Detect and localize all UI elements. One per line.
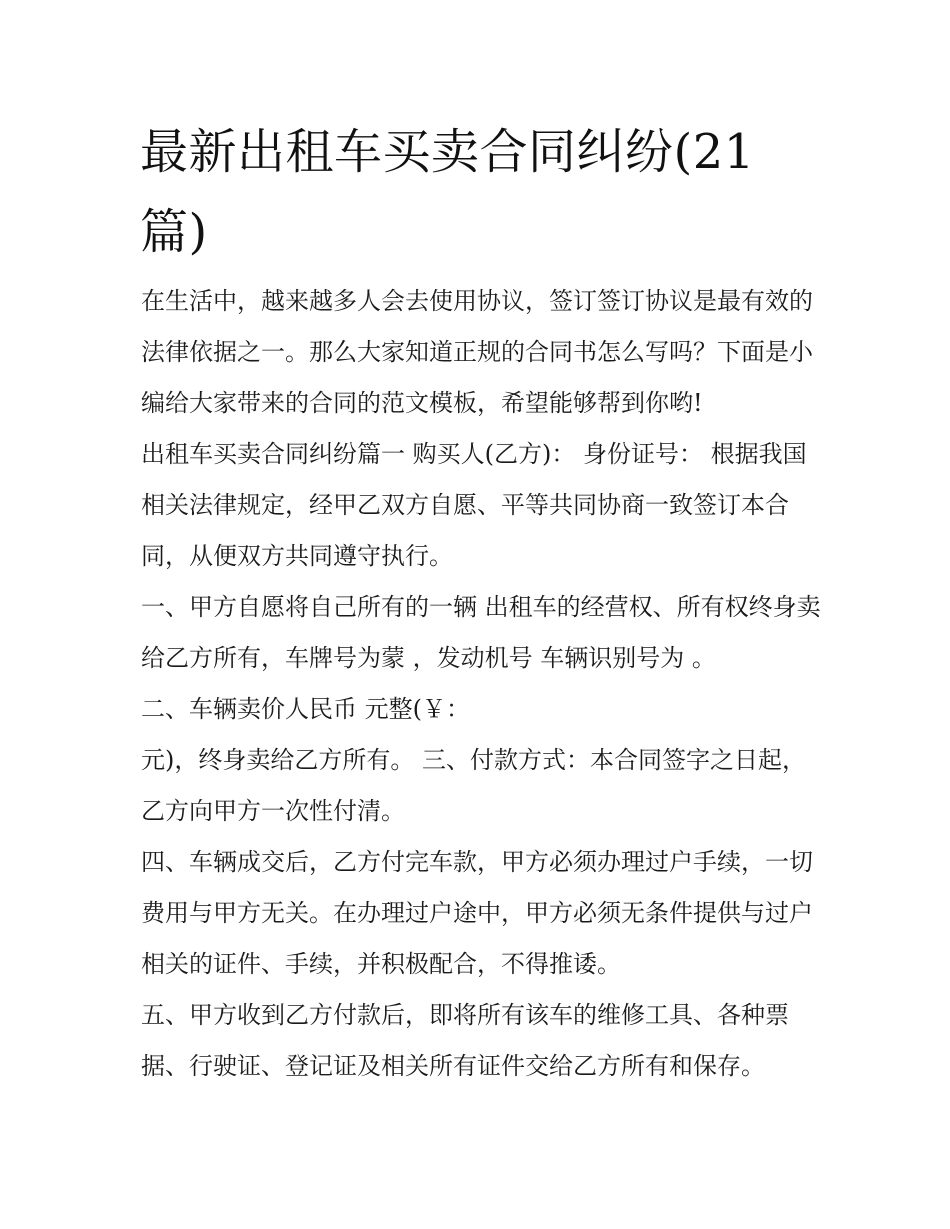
clause-2-3-paragraph: 元)，终身卖给乙方所有。 三、付款方式：本合同签字之日起，乙方向甲方一次性付清。	[141, 746, 806, 825]
contract-header-paragraph: 出租车买卖合同纠纷篇一 购买人(乙方)： 身份证号： 根据我国相关法律规定，经甲乙双方自愿、平等共同协商一致签订本合同，从便双方共同遵守执行。	[141, 440, 807, 570]
clause-4-paragraph: 四、车辆成交后，乙方付完车款，甲方必须办理过户手续，一切费用与甲方无关。在办理过户途中，甲方必须无条件提供与过户相关的证件、手续，并积极配合，不得推诿。	[141, 848, 813, 978]
document-body	[141, 276, 821, 1092]
clause-1-paragraph: 一、甲方自愿将自己所有的一辆 出租车的经营权、所有权终身卖给乙方所有，车牌号为蒙 ，发动机号 车辆识别号为 。	[141, 593, 821, 672]
clause-5-paragraph: 五、甲方收到乙方付款后，即将所有该车的维修工具、各种票据、行驶证、登记证及相关所有证件交给乙方所有和保存。	[141, 1001, 789, 1080]
intro-paragraph: 在生活中，越来越多人会去使用协议，签订签订协议是最有效的法律依据之一。那么大家知道正规的合同书怎么写吗？下面是小编给大家带来的合同的范文模板，希望能够帮到你哟!	[141, 287, 813, 417]
document-title: 最新出租车买卖合同纠纷(21篇)	[140, 124, 755, 260]
clause-2-paragraph: 二、车辆卖价人民币 元整(￥：	[141, 695, 470, 723]
